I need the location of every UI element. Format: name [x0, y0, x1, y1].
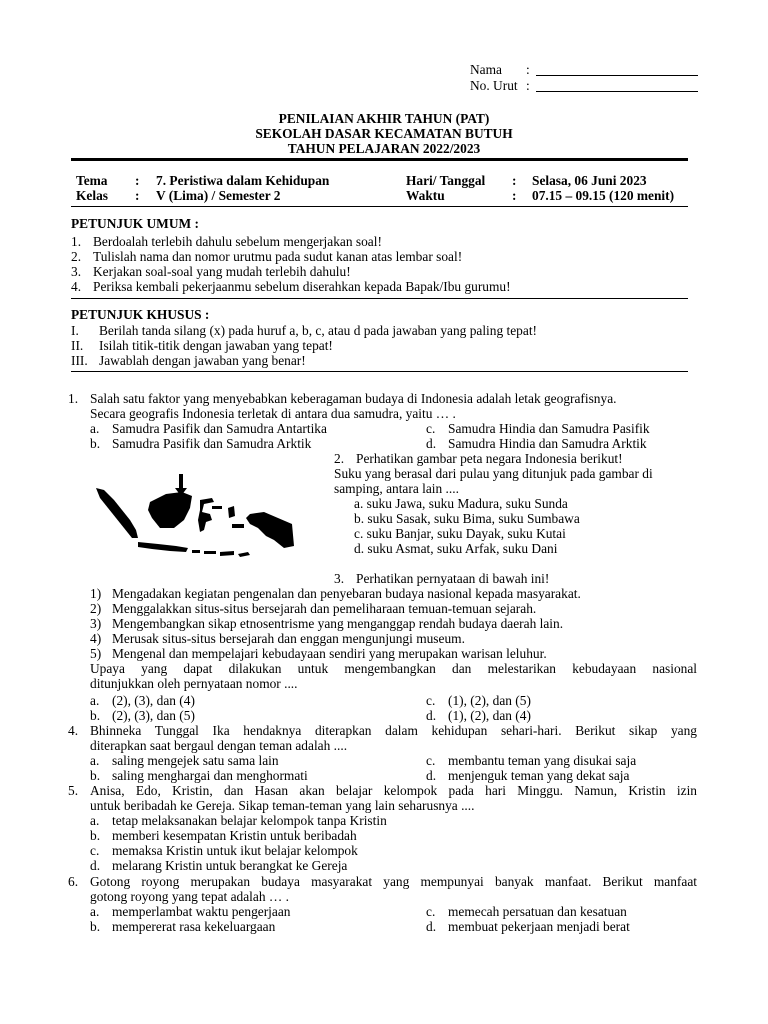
- q5-option-label: a.: [90, 813, 100, 828]
- q5-option-label: c.: [90, 843, 100, 858]
- hari-colon: :: [512, 173, 517, 188]
- q1-option-label: a.: [90, 421, 100, 436]
- list-item-num: I.: [71, 323, 79, 338]
- number-colon: :: [526, 78, 530, 93]
- q3-question: ditunjukkan oleh pernyataan nomor ....: [90, 676, 298, 691]
- list-item: Periksa kembali pekerjaanmu sebelum diserahkan kepada Bapak/Ibu gurumu!: [93, 279, 511, 294]
- hari-label: Hari/ Tanggal: [406, 173, 486, 188]
- list-item-num: 5): [90, 646, 102, 661]
- q2-text: Perhatikan gambar peta negara Indonesia berikut!: [356, 451, 623, 466]
- q6-option-label: a.: [90, 904, 100, 919]
- q2-number: 2.: [334, 451, 345, 466]
- q4-option-label: b.: [90, 768, 101, 783]
- title-double-rule: [71, 158, 688, 161]
- q5-option-b[interactable]: memberi kesempatan Kristin untuk beribadah: [112, 828, 357, 843]
- q2-option-b[interactable]: b. suku Sasak, suku Bima, suku Sumbawa: [354, 511, 580, 526]
- q6-option-label: c.: [426, 904, 436, 919]
- q3-option-c[interactable]: (1), (2), dan (5): [448, 693, 531, 708]
- q3-option-b[interactable]: (2), (3), dan (5): [112, 708, 195, 723]
- q6-option-d[interactable]: membuat pekerjaan menjadi berat: [448, 919, 630, 934]
- list-item-num: 2): [90, 601, 102, 616]
- q1-option-c[interactable]: Samudra Hindia dan Samudra Pasifik: [448, 421, 650, 436]
- petunjuk-umum-heading: PETUNJUK UMUM :: [71, 216, 199, 231]
- q3-option-a[interactable]: (2), (3), dan (4): [112, 693, 195, 708]
- list-item: Merusak situs-situs bersejarah dan enggan mengunjungi museum.: [112, 631, 465, 646]
- list-item: Mengadakan kegiatan pengenalan dan penyebaran budaya nasional kepada masyarakat.: [112, 586, 581, 601]
- q1-text: Secara geografis Indonesia terletak di antara dua samudra, yaitu … .: [90, 406, 456, 421]
- q6-text: Gotong royong merupakan budaya masyarakat yang mempunyai banyak manfaat. Berikut manfaat: [90, 874, 697, 889]
- list-item: Menggalakkan situs-situs bersejarah dan pemeliharaan temuan-temuan sejarah.: [112, 601, 537, 616]
- q5-text: untuk beribadah ke Gereja. Sikap teman-teman yang lain seharusnya ....: [90, 798, 475, 813]
- q3-option-d[interactable]: (1), (2), dan (4): [448, 708, 531, 723]
- q4-text: Bhinneka Tunggal Ika hendaknya diterapkan dalam kehidupan sehari-hari. Berikut sikap yang: [90, 723, 697, 738]
- q4-option-label: a.: [90, 753, 100, 768]
- q4-option-b[interactable]: saling menghargai dan menghormati: [112, 768, 308, 783]
- list-item: Berilah tanda silang (x) pada huruf a, b, c, atau d pada jawaban yang paling tepat!: [99, 323, 538, 338]
- number-label: No. Urut: [470, 78, 518, 93]
- q2-option-a[interactable]: a. suku Jawa, suku Madura, suku Sunda: [354, 496, 568, 511]
- q4-text: diterapkan saat bergaul dengan teman adalah ....: [90, 738, 348, 753]
- list-item-num: II.: [71, 338, 84, 353]
- list-item-num: 1.: [71, 234, 82, 249]
- q2-option-d[interactable]: d. suku Asmat, suku Arfak, suku Dani: [354, 541, 558, 556]
- name-label: Nama: [470, 62, 502, 77]
- q3-number: 3.: [334, 571, 345, 586]
- list-item-num: 2.: [71, 249, 82, 264]
- q1-option-label: d.: [426, 436, 437, 451]
- waktu-label: Waktu: [406, 188, 445, 203]
- q4-number: 4.: [68, 723, 79, 738]
- q6-option-a[interactable]: memperlambat waktu pengerjaan: [112, 904, 291, 919]
- tema-colon: :: [135, 173, 140, 188]
- q5-option-d[interactable]: melarang Kristin untuk berangkat ke Gereja: [112, 858, 348, 873]
- q3-text: Perhatikan pernyataan di bawah ini!: [356, 571, 550, 586]
- list-item: Mengembangkan sikap etnosentrisme yang menganggap rendah budaya daerah lain.: [112, 616, 564, 631]
- list-item: Berdoalah terlebih dahulu sebelum mengerjakan soal!: [93, 234, 382, 249]
- waktu-colon: :: [512, 188, 517, 203]
- list-item: Isilah titik-titik dengan jawaban yang tepat!: [99, 338, 333, 353]
- list-item: Jawablah dengan jawaban yang benar!: [99, 353, 306, 368]
- q3-option-label: a.: [90, 693, 100, 708]
- info-rule: [71, 206, 688, 207]
- tema-value: 7. Peristiwa dalam Kehidupan: [156, 173, 330, 188]
- list-item: Mengenal dan mempelajari kebudayaan sendiri yang merupakan warisan leluhur.: [112, 646, 547, 661]
- q2-text: Suku yang berasal dari pulau yang ditunjuk pada gambar di: [334, 466, 653, 481]
- kelas-value: V (Lima) / Semester 2: [156, 188, 281, 203]
- q6-number: 6.: [68, 874, 79, 889]
- list-item-num: 1): [90, 586, 102, 601]
- list-item-num: 4.: [71, 279, 82, 294]
- q5-option-c[interactable]: memaksa Kristin untuk ikut belajar kelompok: [112, 843, 358, 858]
- list-item-num: 3.: [71, 264, 82, 279]
- q6-text: gotong royong yang tepat adalah … .: [90, 889, 289, 904]
- q6-option-b[interactable]: mempererat rasa kekeluargaan: [112, 919, 276, 934]
- q2-option-c[interactable]: c. suku Banjar, suku Dayak, suku Kutai: [354, 526, 566, 541]
- list-item: Kerjakan soal-soal yang mudah terlebih dahulu!: [93, 264, 351, 279]
- q1-option-b[interactable]: Samudra Pasifik dan Samudra Arktik: [112, 436, 312, 451]
- waktu-value: 07.15 – 09.15 (120 menit): [532, 188, 675, 203]
- list-item-num: 3): [90, 616, 102, 631]
- kelas-colon: :: [135, 188, 140, 203]
- tema-label: Tema: [76, 173, 108, 188]
- hari-value: Selasa, 06 Juni 2023: [532, 173, 647, 188]
- q2-text: samping, antara lain ....: [334, 481, 459, 496]
- q5-text: Anisa, Edo, Kristin, dan Hasan akan belajar kelompok pada hari Minggu. Namun, Kristin izin: [90, 783, 697, 798]
- q1-option-label: b.: [90, 436, 101, 451]
- name-field[interactable]: [536, 75, 698, 76]
- q6-option-c[interactable]: memecah persatuan dan kesatuan: [448, 904, 627, 919]
- q4-option-label: c.: [426, 753, 436, 768]
- list-item-num: 4): [90, 631, 102, 646]
- q5-option-a[interactable]: tetap melaksanakan belajar kelompok tanpa Kristin: [112, 813, 387, 828]
- q5-option-label: d.: [90, 858, 101, 873]
- indonesia-map-icon: [88, 466, 300, 566]
- q1-number: 1.: [68, 391, 79, 406]
- q4-option-a[interactable]: saling mengejek satu sama lain: [112, 753, 279, 768]
- petunjuk-khusus-heading: PETUNJUK KHUSUS :: [71, 307, 210, 322]
- q1-text: Salah satu faktor yang menyebabkan keberagaman budaya di Indonesia adalah letak geografisnya.: [90, 391, 617, 406]
- q3-question: Upaya yang dapat dilakukan untuk mengembangkan dan melestarikan kebudayaan nasional: [90, 661, 697, 676]
- title-line-2: SEKOLAH DASAR KECAMATAN BUTUH: [255, 126, 513, 141]
- khusus-rule: [71, 371, 688, 372]
- umum-rule: [71, 298, 688, 299]
- q6-option-label: d.: [426, 919, 437, 934]
- list-item: Tulislah nama dan nomor urutmu pada sudut kanan atas lembar soal!: [93, 249, 463, 264]
- q3-option-label: c.: [426, 693, 436, 708]
- title-line-3: TAHUN PELAJARAN 2022/2023: [287, 141, 481, 156]
- q5-option-label: b.: [90, 828, 101, 843]
- q4-option-d[interactable]: menjenguk teman yang dekat saja: [448, 768, 630, 783]
- q3-option-label: b.: [90, 708, 101, 723]
- q6-option-label: b.: [90, 919, 101, 934]
- kelas-label: Kelas: [76, 188, 108, 203]
- list-item-num: III.: [71, 353, 88, 368]
- q1-option-label: c.: [426, 421, 436, 436]
- name-colon: :: [526, 62, 530, 77]
- q1-option-a[interactable]: Samudra Pasifik dan Samudra Antartika: [112, 421, 327, 436]
- q4-option-c[interactable]: membantu teman yang disukai saja: [448, 753, 637, 768]
- q5-number: 5.: [68, 783, 79, 798]
- title-line-1: PENILAIAN AKHIR TAHUN (PAT): [278, 111, 490, 126]
- number-field[interactable]: [536, 91, 698, 92]
- q3-option-label: d.: [426, 708, 437, 723]
- q1-option-d[interactable]: Samudra Hindia dan Samudra Arktik: [448, 436, 647, 451]
- q4-option-label: d.: [426, 768, 437, 783]
